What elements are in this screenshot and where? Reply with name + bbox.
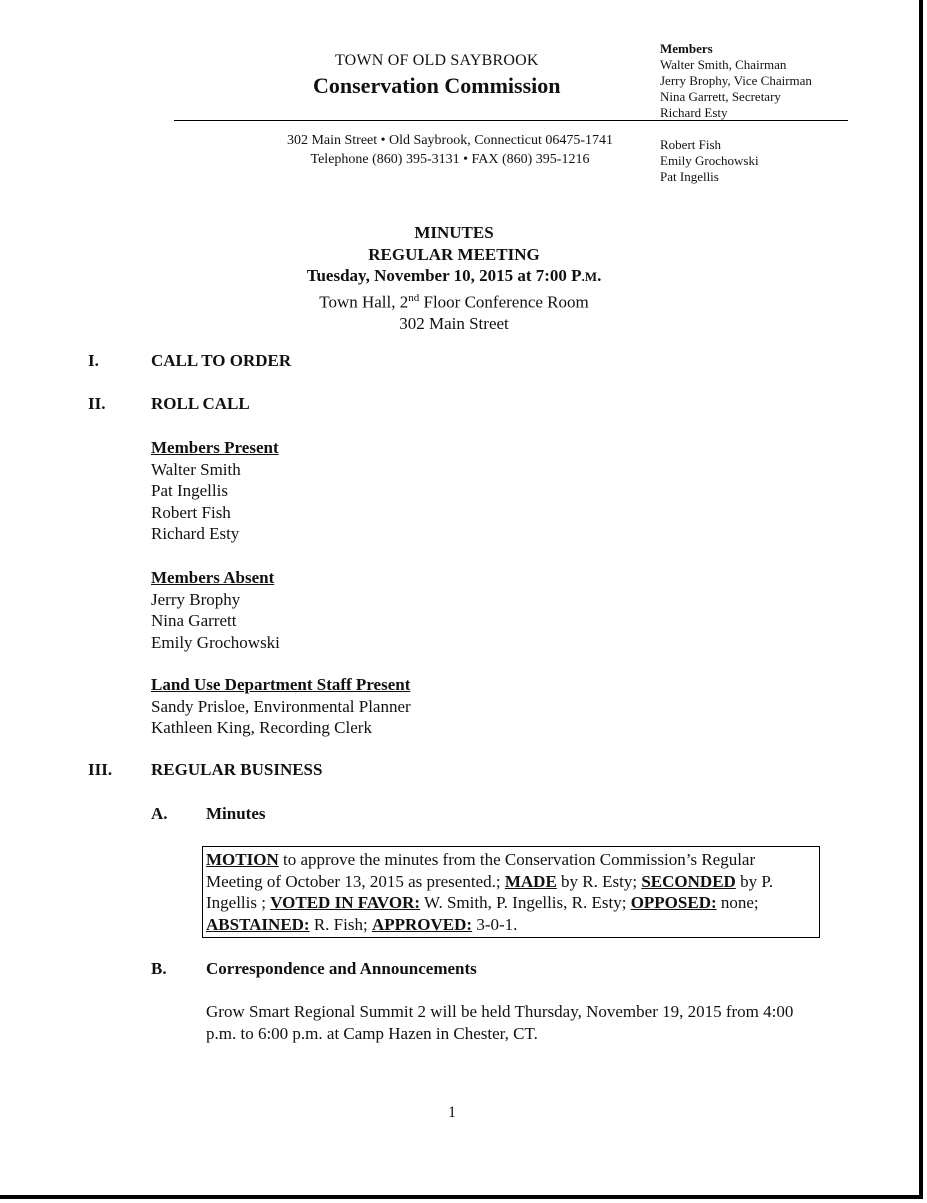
section-roll-call: ROLL CALL <box>151 394 250 413</box>
town-name: TOWN OF OLD SAYBROOK <box>335 52 539 69</box>
subsection-number: A. <box>151 804 168 823</box>
meeting-title-block <box>154 222 754 334</box>
section-number: I. <box>88 351 99 370</box>
member-item: Richard Esty <box>660 105 728 120</box>
section-call-to-order: CALL TO ORDER <box>151 351 292 370</box>
members-present <box>151 437 279 545</box>
commission-name: Conservation Commission <box>313 73 561 98</box>
meeting-type: REGULAR MEETING <box>368 244 540 264</box>
announcement-text: Grow Smart Regional Summit 2 will be held Thursday, November 19, 2015 from 4:00 p.m. to 6:00 p.m. at Camp Hazen in Chester, CT. <box>206 1002 794 1043</box>
subsection-minutes: Minutes <box>206 804 266 823</box>
subsection-correspondence: Correspondence and Announcements <box>206 959 477 978</box>
list-item: Nina Garrett <box>151 611 237 631</box>
list-item: Pat Ingellis <box>151 481 228 501</box>
meeting-date: Tuesday, November 10, 2015 at 7:00 P.M. <box>306 266 602 285</box>
member-item: Nina Garrett, Secretary <box>660 89 781 104</box>
member-item: Robert Fish <box>660 137 722 152</box>
members-list-continued <box>660 137 759 185</box>
member-item: Walter Smith, Chairman <box>660 57 787 72</box>
members-list <box>660 41 812 121</box>
list-item: Walter Smith <box>151 459 241 479</box>
list-item: Richard Esty <box>151 524 240 544</box>
members-heading: Members <box>660 41 713 56</box>
list-item: Emily Grochowski <box>151 632 280 652</box>
list-item: Jerry Brophy <box>151 589 241 609</box>
section-number: II. <box>88 394 106 413</box>
members-absent <box>151 567 280 653</box>
staff-present <box>151 674 411 739</box>
list-item: Sandy Prisloe, Environmental Planner <box>151 696 411 716</box>
members-present-heading: Members Present <box>151 438 279 457</box>
minutes-heading: MINUTES <box>414 223 494 242</box>
header-phone: Telephone (860) 395-3131 • FAX (860) 395-1216 <box>310 152 590 167</box>
list-item: Kathleen King, Recording Clerk <box>151 718 372 738</box>
meeting-location: Town Hall, 2nd Floor Conference Room <box>319 291 589 312</box>
subsection-number: B. <box>151 959 167 978</box>
meeting-address: 302 Main Street <box>399 313 509 333</box>
list-item: Robert Fish <box>151 502 231 522</box>
header-address: 302 Main Street • Old Saybrook, Connecticut 06475-1741 <box>286 133 614 148</box>
members-absent-heading: Members Absent <box>151 568 275 587</box>
motion-box: MOTION to approve the minutes from the Conservation Commission’s Regular Meeting of October 13, 2015 as presented.; MADE by R. Esty; SECONDED by P. Ingellis ; VOTED IN FAVOR: W. Smith, P. Ingellis, R. Esty; OPPOSED: none; ABSTAINED: R. Fish; APPROVED: 3-0-1. <box>202 846 820 938</box>
member-item: Jerry Brophy, Vice Chairman <box>660 73 812 88</box>
member-item: Pat Ingellis <box>660 169 719 184</box>
member-item: Emily Grochowski <box>660 153 759 168</box>
header-contact <box>220 131 680 169</box>
section-number: III. <box>88 760 113 779</box>
section-regular-business: REGULAR BUSINESS <box>151 760 323 779</box>
page-number: 1 <box>448 1104 456 1121</box>
staff-present-heading: Land Use Department Staff Present <box>151 675 411 694</box>
